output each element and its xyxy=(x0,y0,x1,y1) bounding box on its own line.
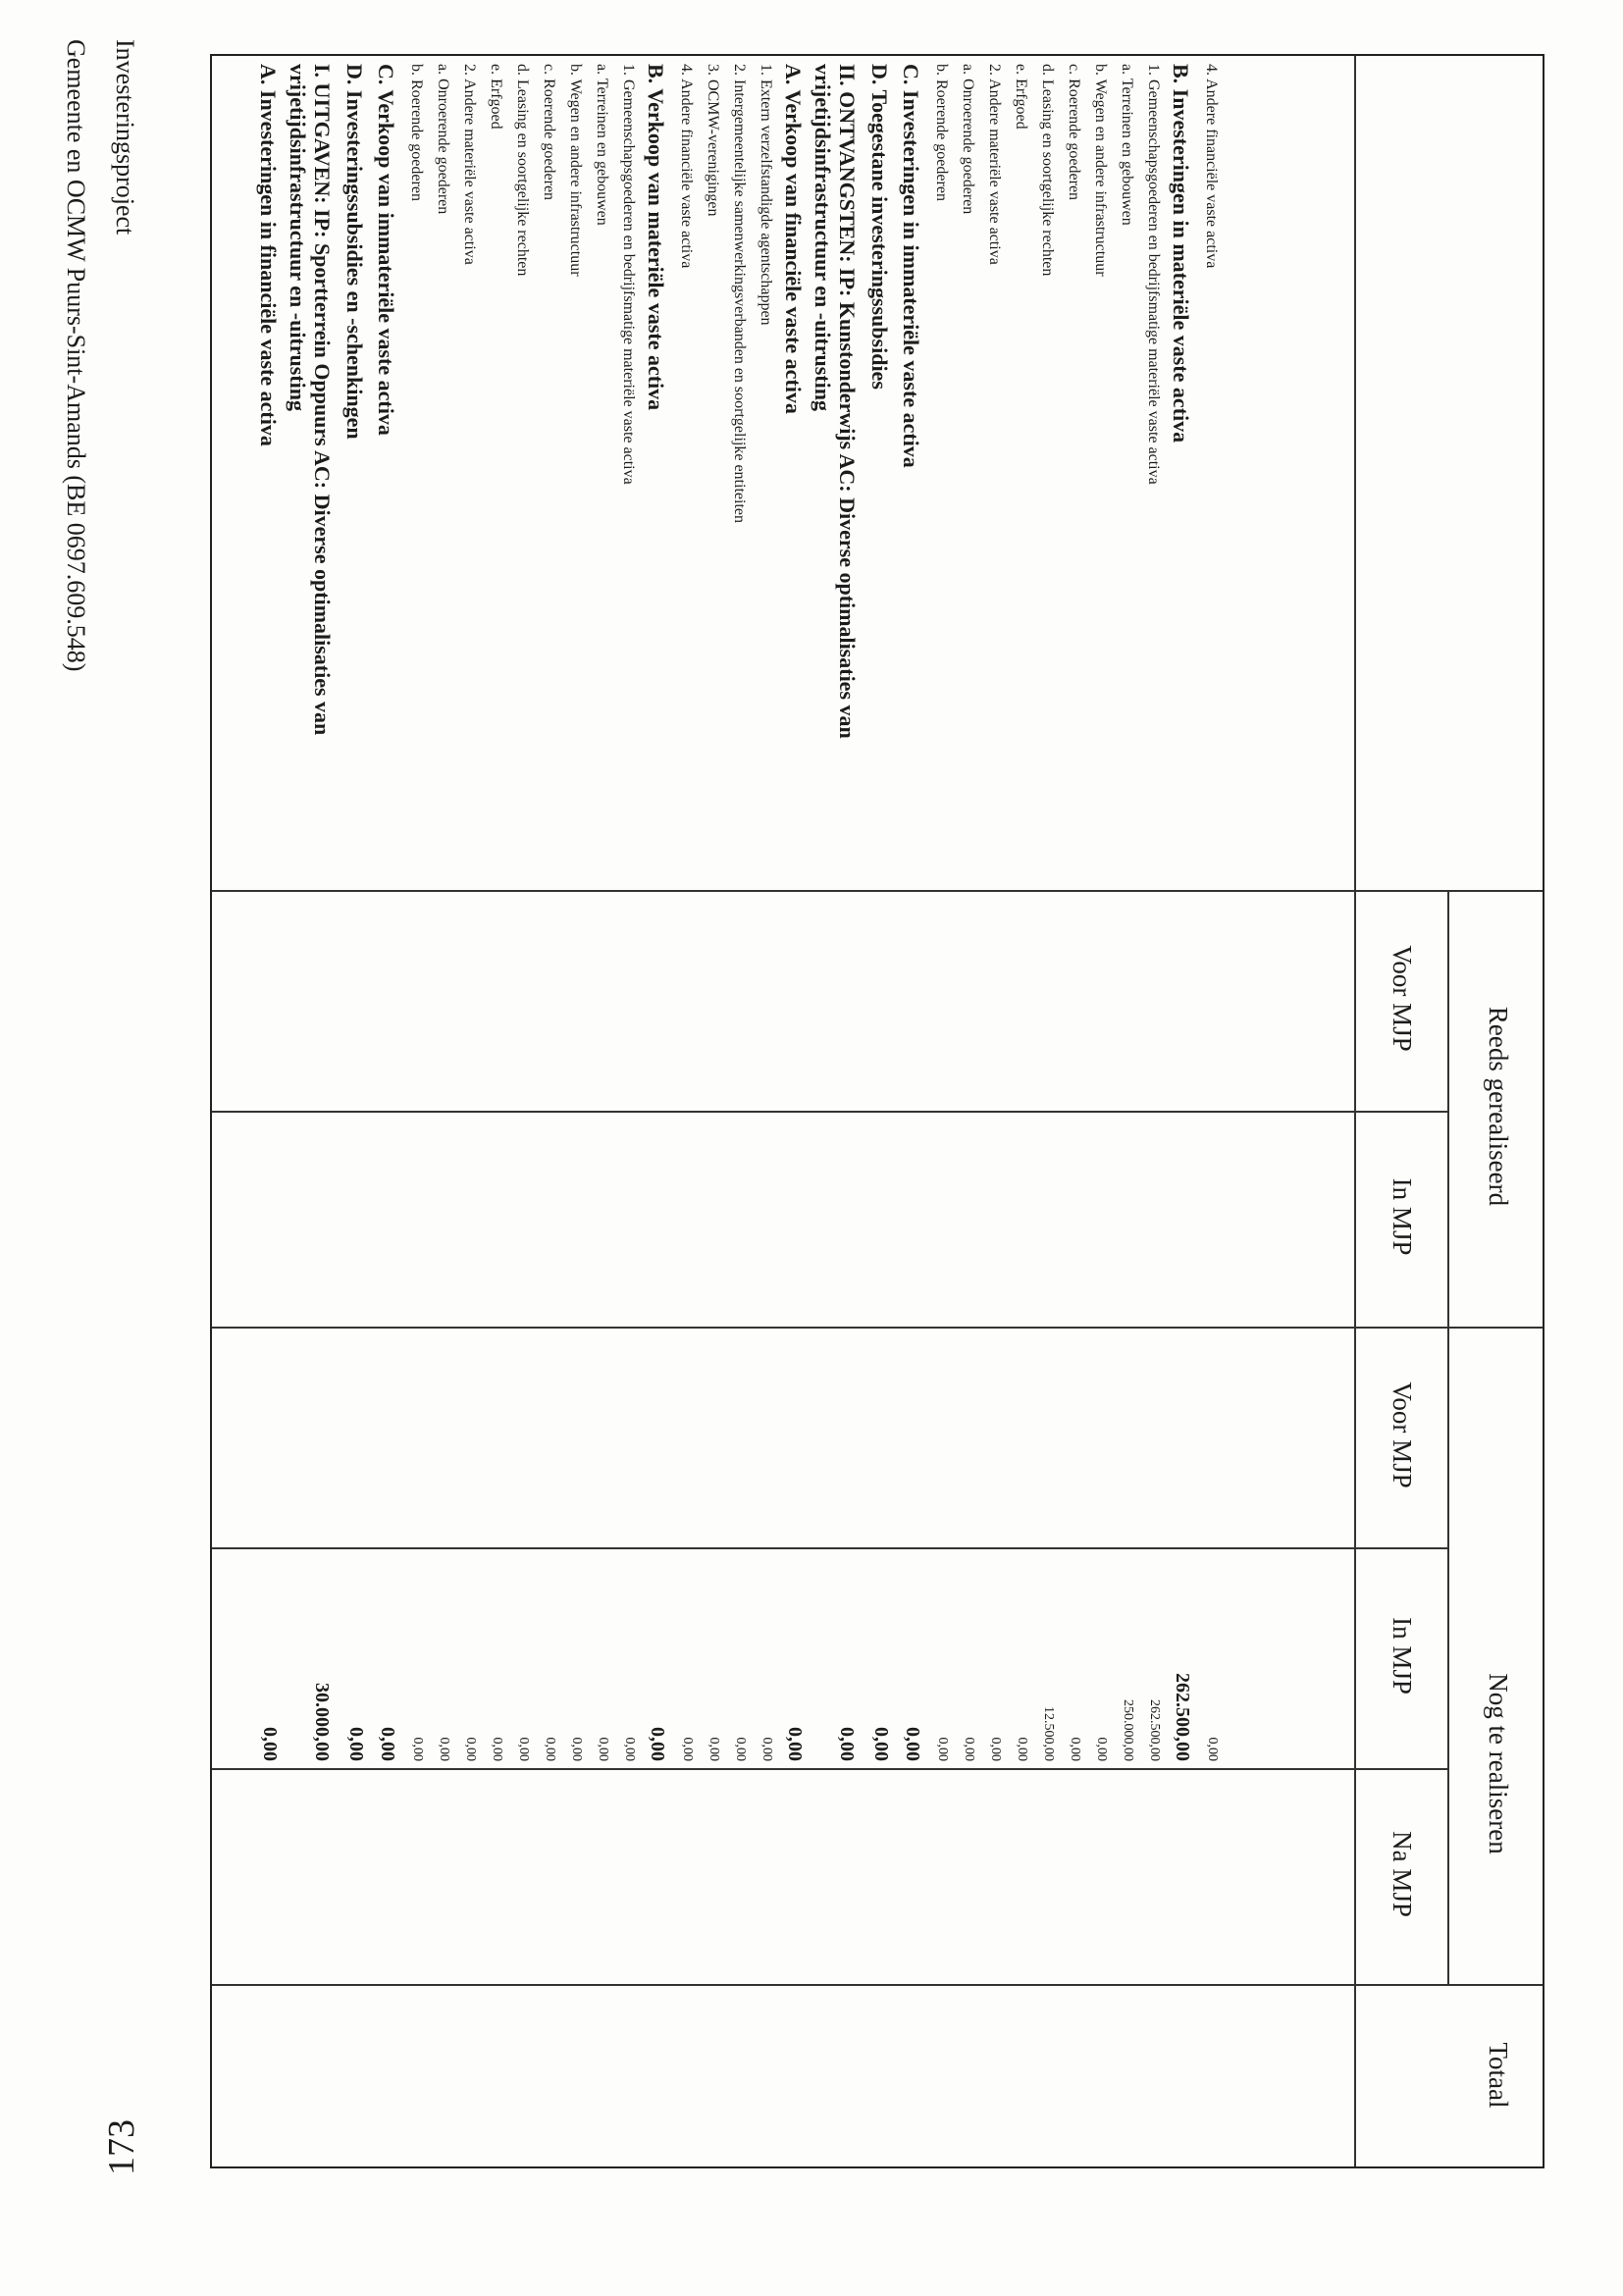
value-nog-in-mjp: 0,00 xyxy=(988,1737,1003,1761)
header-totaal: Totaal xyxy=(1484,2042,1513,2109)
value-nog-in-mjp: 250.000,00 xyxy=(1121,1699,1135,1761)
row-label: 1. Gemeenschapsgoederen en bedrijfsmatige materiële vaste activa xyxy=(620,64,637,485)
row-label: C. Verkoop van immateriële vaste activa xyxy=(374,64,398,436)
value-nog-in-mjp: 0,00 xyxy=(935,1737,950,1761)
row-label: 2. Intergemeentelijke samenwerkingsverbanden en soortgelijke entiteiten xyxy=(731,64,748,523)
value-nog-in-mjp: 0,00 xyxy=(870,1727,892,1761)
value-nog-in-mjp: 0,00 xyxy=(784,1727,806,1761)
row-label: b. Wegen en andere infrastructuur xyxy=(1092,64,1109,277)
row-label: a. Onroerende goederen xyxy=(960,64,976,215)
value-nog-in-mjp: 0,00 xyxy=(410,1737,425,1761)
row-label: 2. Andere materiële vaste activa xyxy=(986,64,1003,265)
col-divider xyxy=(212,1327,1543,1329)
value-nog-in-mjp: 0,00 xyxy=(759,1737,774,1761)
header-nog-in-mjp: In MJP xyxy=(1387,1617,1417,1695)
value-nog-in-mjp: 0,00 xyxy=(1068,1737,1082,1761)
row-label: D. Investeringssubsidies en -schenkingen xyxy=(342,64,367,440)
header-reeds-in-mjp: In MJP xyxy=(1387,1177,1417,1256)
row-label: A. Verkoop van financiële vaste activa xyxy=(781,64,806,414)
row-label: c. Roerende goederen xyxy=(541,64,557,201)
col-divider xyxy=(212,890,1543,892)
row-label: b. Wegen en andere infrastructuur xyxy=(567,64,584,277)
row-label: 2. Andere materiële vaste activa xyxy=(461,64,478,265)
value-nog-in-mjp: 0,00 xyxy=(345,1727,367,1761)
header-na-mjp: Na MJP xyxy=(1387,1831,1417,1917)
row-label: B. Verkoop van materiële vaste activa xyxy=(644,64,668,411)
row-label: II. ONTVANGSTEN: IP: Kunstonderwijs AC: Diverse optimalisaties van vrijetijdsinfrastructuur en -uitrusting xyxy=(811,64,860,739)
value-nog-in-mjp: 0,00 xyxy=(733,1737,748,1761)
row-label: d. Leasing en soortgelijke rechten xyxy=(514,64,531,277)
header-nog-voor-mjp: Voor MJP xyxy=(1387,1382,1417,1488)
row-label: D. Toegestane investeringssubsidies xyxy=(867,64,892,390)
footer-organisation: Gemeente en OCMW Puurs-Sint-Amands (BE 0697.609.548) xyxy=(62,39,90,672)
row-label: A. Investeringen in financiële vaste activa xyxy=(256,64,281,446)
row-label: a. Onroerende goederen xyxy=(435,64,451,215)
row-label: 1. Extern verzelfstandigde agentschappen xyxy=(758,64,774,326)
footer-project-type: Investeringsproject xyxy=(111,39,139,235)
header-reeds-voor-mjp: Voor MJP xyxy=(1387,945,1417,1052)
value-nog-in-mjp: 0,00 xyxy=(1205,1737,1220,1761)
row-label: I. UITGAVEN: IP: Sportterrein Oppuurs AC: Diverse optimalisaties van vrijetijdsinfrastructuur en -uitrusting xyxy=(286,64,335,736)
row-label: e. Erfgoed xyxy=(1013,64,1029,130)
value-nog-in-mjp: 12.500,00 xyxy=(1041,1706,1056,1761)
header-reeds-gerealiseerd: Reeds gerealiseerd xyxy=(1484,1006,1513,1207)
row-label: C. Investeringen in immateriële vaste activa xyxy=(899,64,923,468)
value-nog-in-mjp: 0,00 xyxy=(516,1737,531,1761)
header-nog-te-realiseren: Nog te realiseren xyxy=(1484,1673,1513,1854)
row-label: b. Roerende goederen xyxy=(408,64,425,201)
row-label: e. Erfgoed xyxy=(488,64,504,130)
value-nog-in-mjp: 0,00 xyxy=(490,1737,504,1761)
value-nog-in-mjp: 0,00 xyxy=(836,1727,858,1761)
value-nog-in-mjp: 0,00 xyxy=(1094,1737,1109,1761)
col-divider xyxy=(212,1547,1449,1549)
value-nog-in-mjp: 0,00 xyxy=(902,1727,923,1761)
value-nog-in-mjp: 30.000,00 xyxy=(311,1683,333,1761)
value-nog-in-mjp: 0,00 xyxy=(543,1737,557,1761)
value-nog-in-mjp: 0,00 xyxy=(622,1737,637,1761)
row-label: a. Terreinen en gebouwen xyxy=(594,64,610,226)
col-divider xyxy=(212,1768,1449,1770)
value-nog-in-mjp: 0,00 xyxy=(1015,1737,1029,1761)
value-nog-in-mjp: 0,00 xyxy=(463,1737,478,1761)
value-nog-in-mjp: 0,00 xyxy=(707,1737,721,1761)
row-label: d. Leasing en soortgelijke rechten xyxy=(1039,64,1056,277)
row-label: 1. Gemeenschapsgoederen en bedrijfsmatige materiële vaste activa xyxy=(1145,64,1162,485)
value-nog-in-mjp: 262.500,00 xyxy=(1147,1699,1162,1761)
col-divider xyxy=(212,1984,1543,1986)
row-label: 4. Andere financiële vaste activa xyxy=(1203,64,1220,269)
row-label: 4. Andere financiële vaste activa xyxy=(678,64,695,269)
row-label: 3. OCMW-verenigingen xyxy=(705,64,721,217)
value-nog-in-mjp: 0,00 xyxy=(569,1737,584,1761)
value-nog-in-mjp: 0,00 xyxy=(259,1727,281,1761)
page-number: 173 xyxy=(101,2119,142,2175)
row-label: c. Roerende goederen xyxy=(1066,64,1082,201)
row-label: a. Terreinen en gebouwen xyxy=(1119,64,1135,226)
col-divider xyxy=(212,1111,1449,1113)
value-nog-in-mjp: 262.500,00 xyxy=(1172,1673,1193,1761)
value-nog-in-mjp: 0,00 xyxy=(647,1727,668,1761)
row-label: B. Investeringen in materiële vaste activa xyxy=(1169,64,1193,444)
value-nog-in-mjp: 0,00 xyxy=(437,1737,451,1761)
value-nog-in-mjp: 0,00 xyxy=(962,1737,976,1761)
header-bottom-line xyxy=(1354,56,1356,2166)
value-nog-in-mjp: 0,00 xyxy=(596,1737,610,1761)
value-nog-in-mjp: 0,00 xyxy=(680,1737,695,1761)
row-label: b. Roerende goederen xyxy=(933,64,950,201)
header-divider xyxy=(1447,890,1449,1984)
value-nog-in-mjp: 0,00 xyxy=(377,1727,398,1761)
